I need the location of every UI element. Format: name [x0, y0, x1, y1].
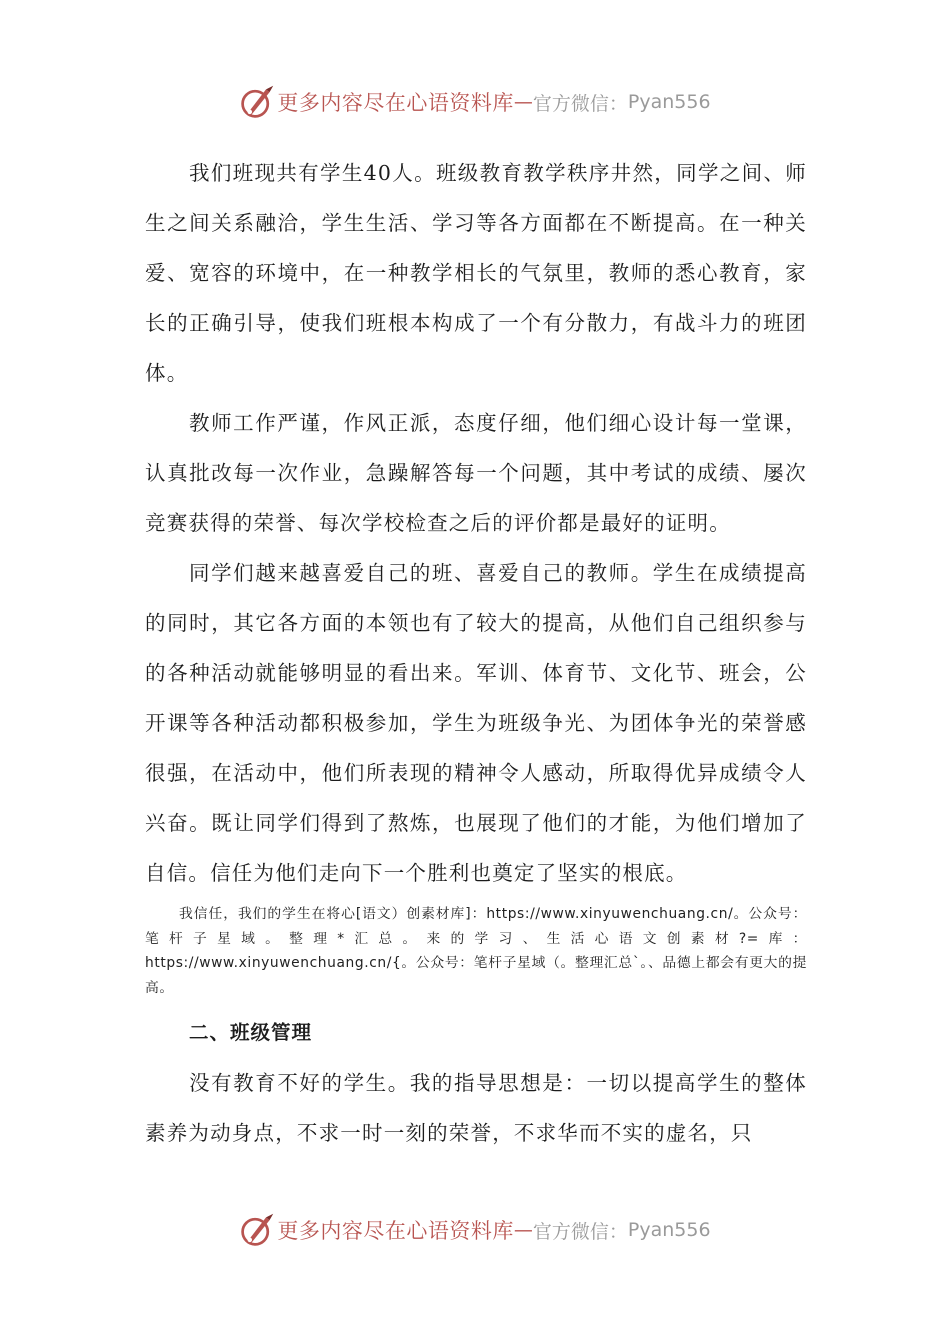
footer-banner	[0, 1208, 950, 1252]
quill-logo-icon	[239, 84, 275, 120]
site-name: 更多内容尽在心语资料库	[277, 1219, 514, 1243]
paragraph: 教师工作严谨，作风正派，态度仔细，他们细心设计每一堂课，认真批改每一次作业，急躁解答每一个问题，其中考试的成绩、屡次竞赛获得的荣誉、每次学校检查之后的评价都是最好的证明。	[145, 411, 807, 535]
banner-dash: —	[513, 91, 533, 113]
quill-logo-icon	[239, 1212, 275, 1248]
section-heading: 二、班级管理	[189, 1021, 313, 1044]
paragraph: 没有教育不好的学生。我的指导思想是：一切以提高学生的整体素养为动身点，不求一时一刻的荣誉，不求华而不实的虚名，只	[145, 1071, 807, 1145]
wechat-id: Pyan556	[627, 91, 711, 113]
site-name: 更多内容尽在心语资料库	[277, 91, 514, 115]
paragraph: 同学们越来越喜爱自己的班、喜爱自己的教师。学生在成绩提高的同时，其它各方面的本领也有了较大的提高，从他们自己组织参与的各种活动就能够明显的看出来。军训、体育节、文化节、班会，公开课等各种活动都积极参加，学生为班级争光、为团体争光的荣誉感很强，在活动中，他们所表现的精神令人感动，所取得优异成绩令人兴奋。既让同学们得到了熬炼，也展现了他们的才能，为他们增加了自信。信任为他们走向下一个胜利也奠定了坚实的根底。	[145, 561, 807, 885]
wechat-label: 官方微信：	[532, 92, 628, 115]
wechat-id: Pyan556	[627, 1219, 711, 1241]
banner-dash: —	[513, 1219, 533, 1241]
wechat-label: 官方微信：	[532, 1220, 628, 1243]
paragraph: 我们班现共有学生40人。班级教育教学秩序井然，同学之间、师生之间关系融洽，学生生活、学习等各方面都在不断提高。在一种关爱、宽容的环境中，在一种教学相长的气氛里，教师的悉心教育，家长的正确引导，使我们班根本构成了一个有分散力，有战斗力的班团体。	[145, 161, 807, 385]
header-banner	[0, 80, 950, 124]
document-body	[145, 148, 807, 1158]
source-note: 我信任，我们的学生在将心[语文）创素材库]：https://www.xinyuwenchuang.cn/。公众号：笔杆子星域。整理*汇总。来的学习、生活心语文创素材?=库：https://www.xinyuwenchuang.cn/{。公众号：笔杆子星域（。整理汇总`。、品德上都会有更大的提高。	[145, 906, 807, 996]
